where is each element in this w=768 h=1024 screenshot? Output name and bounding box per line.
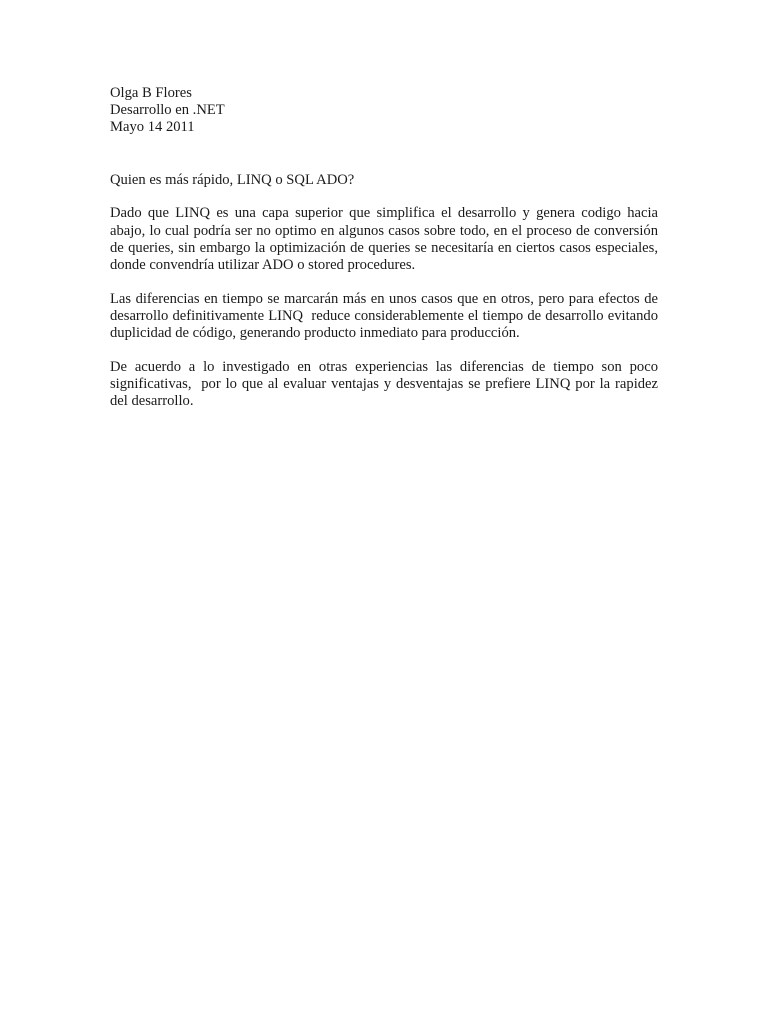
document-date: Mayo 14 2011 <box>110 119 195 136</box>
paragraph-2: Las diferencias en tiempo se marcarán más en unos casos que en otros, pero para efectos de desarrollo definitivamente LINQ reduce considerablemente el tiempo de desarrollo evitando duplicidad de código, generando producto inmediato para producción. <box>110 290 662 342</box>
document-question: Quien es más rápido, LINQ o SQL ADO? <box>110 171 355 188</box>
document-body <box>110 85 662 410</box>
course-name: Desarrollo en .NET <box>110 102 225 119</box>
paragraph-1: Dado que LINQ es una capa superior que simplifica el desarrollo y genera codigo hacia abajo, lo cual podría ser no optimo en algunos casos sobre todo, en el proceso de conversión de queries, sin embargo la optimización de queries se necesitaría en ciertos casos especiales, donde convendría utilizar ADO o stored procedures. <box>110 205 658 273</box>
paragraph-3: De acuerdo a lo investigado en otras experiencias las diferencias de tiempo son poco significativas, por lo que al evaluar ventajas y desventajas se prefiere LINQ por la rapidez del desarrollo. <box>110 358 662 410</box>
author-name: Olga B Flores <box>110 85 192 101</box>
